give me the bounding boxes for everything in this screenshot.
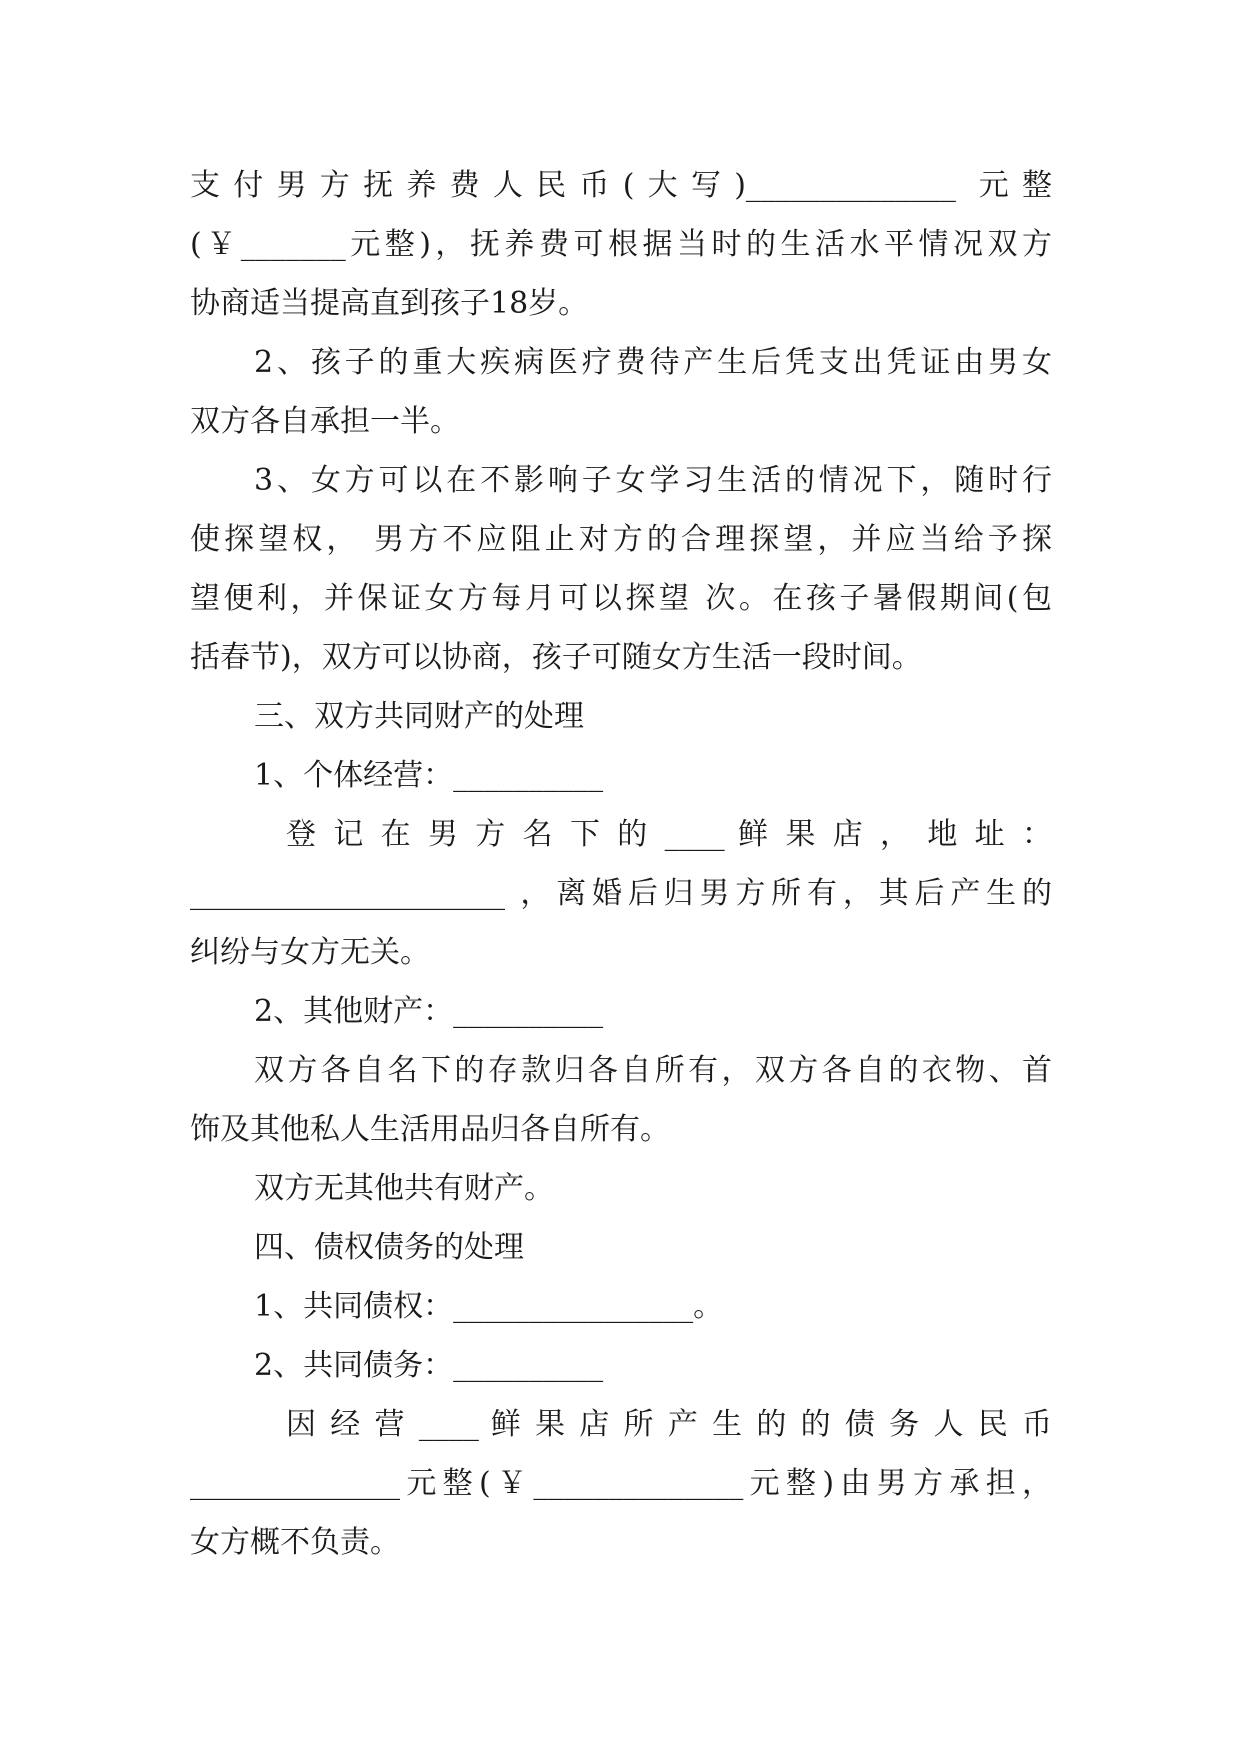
text-line: 望便利，并保证女方每月可以探望 次。在孩子暑假期间(包 bbox=[190, 581, 1052, 616]
section-heading: 四、债权债务的处理 bbox=[254, 1230, 524, 1265]
text-line: 协商适当提高直到孩子18岁。 bbox=[190, 286, 589, 321]
text-line: 因 经 营 ____ 鲜 果 店 所 产 生 的 的 债 务 人 民 币 bbox=[286, 1407, 1052, 1442]
text-line: 饰及其他私人生活用品归各自所有。 bbox=[190, 1112, 670, 1147]
text-line: 登 记 在 男 方 名 下 的 ____ 鲜 果 店 ， 地 址 ： bbox=[286, 817, 1052, 852]
text-line: 2、孩子的重大疾病医疗费待产生后凭支出凭证由男女 bbox=[254, 345, 1052, 380]
text-line: 双方各自承担一半。 bbox=[190, 404, 460, 439]
text-line: 括春节)，双方可以协商，孩子可随女方生活一段时间。 bbox=[190, 640, 922, 675]
text-line: 1、共同债权：________________。 bbox=[254, 1289, 724, 1324]
text-line: 双方无其他共有财产。 bbox=[254, 1171, 554, 1206]
document-body bbox=[190, 156, 1052, 1572]
text-line: 纠纷与女方无关。 bbox=[190, 935, 430, 970]
text-line: 1、个体经营：__________ bbox=[254, 758, 604, 793]
text-line: 双方各自名下的存款归各自所有，双方各自的衣物、首 bbox=[254, 1053, 1052, 1088]
text-line: 使探望权， 男方不应阻止对方的合理探望，并应当给予探 bbox=[190, 522, 1052, 557]
text-line: ______________元整(￥______________元整)由男方承担， bbox=[190, 1466, 1052, 1501]
text-line: 2、其他财产：__________ bbox=[254, 994, 604, 1029]
text-line: 2、共同债务：__________ bbox=[254, 1348, 604, 1383]
text-line: 支付男方抚养费人民币(大写)______________ 元整 bbox=[190, 168, 1052, 203]
section-heading: 三、双方共同财产的处理 bbox=[254, 699, 584, 734]
text-line: 3、女方可以在不影响子女学习生活的情况下，随时行 bbox=[254, 463, 1052, 498]
text-line: 女方概不负责。 bbox=[190, 1525, 400, 1560]
text-line: (￥_______元整)，抚养费可根据当时的生活水平情况双方 bbox=[190, 227, 1052, 262]
text-line: _____________________ ，离婚后归男方所有，其后产生的 bbox=[190, 876, 1052, 911]
